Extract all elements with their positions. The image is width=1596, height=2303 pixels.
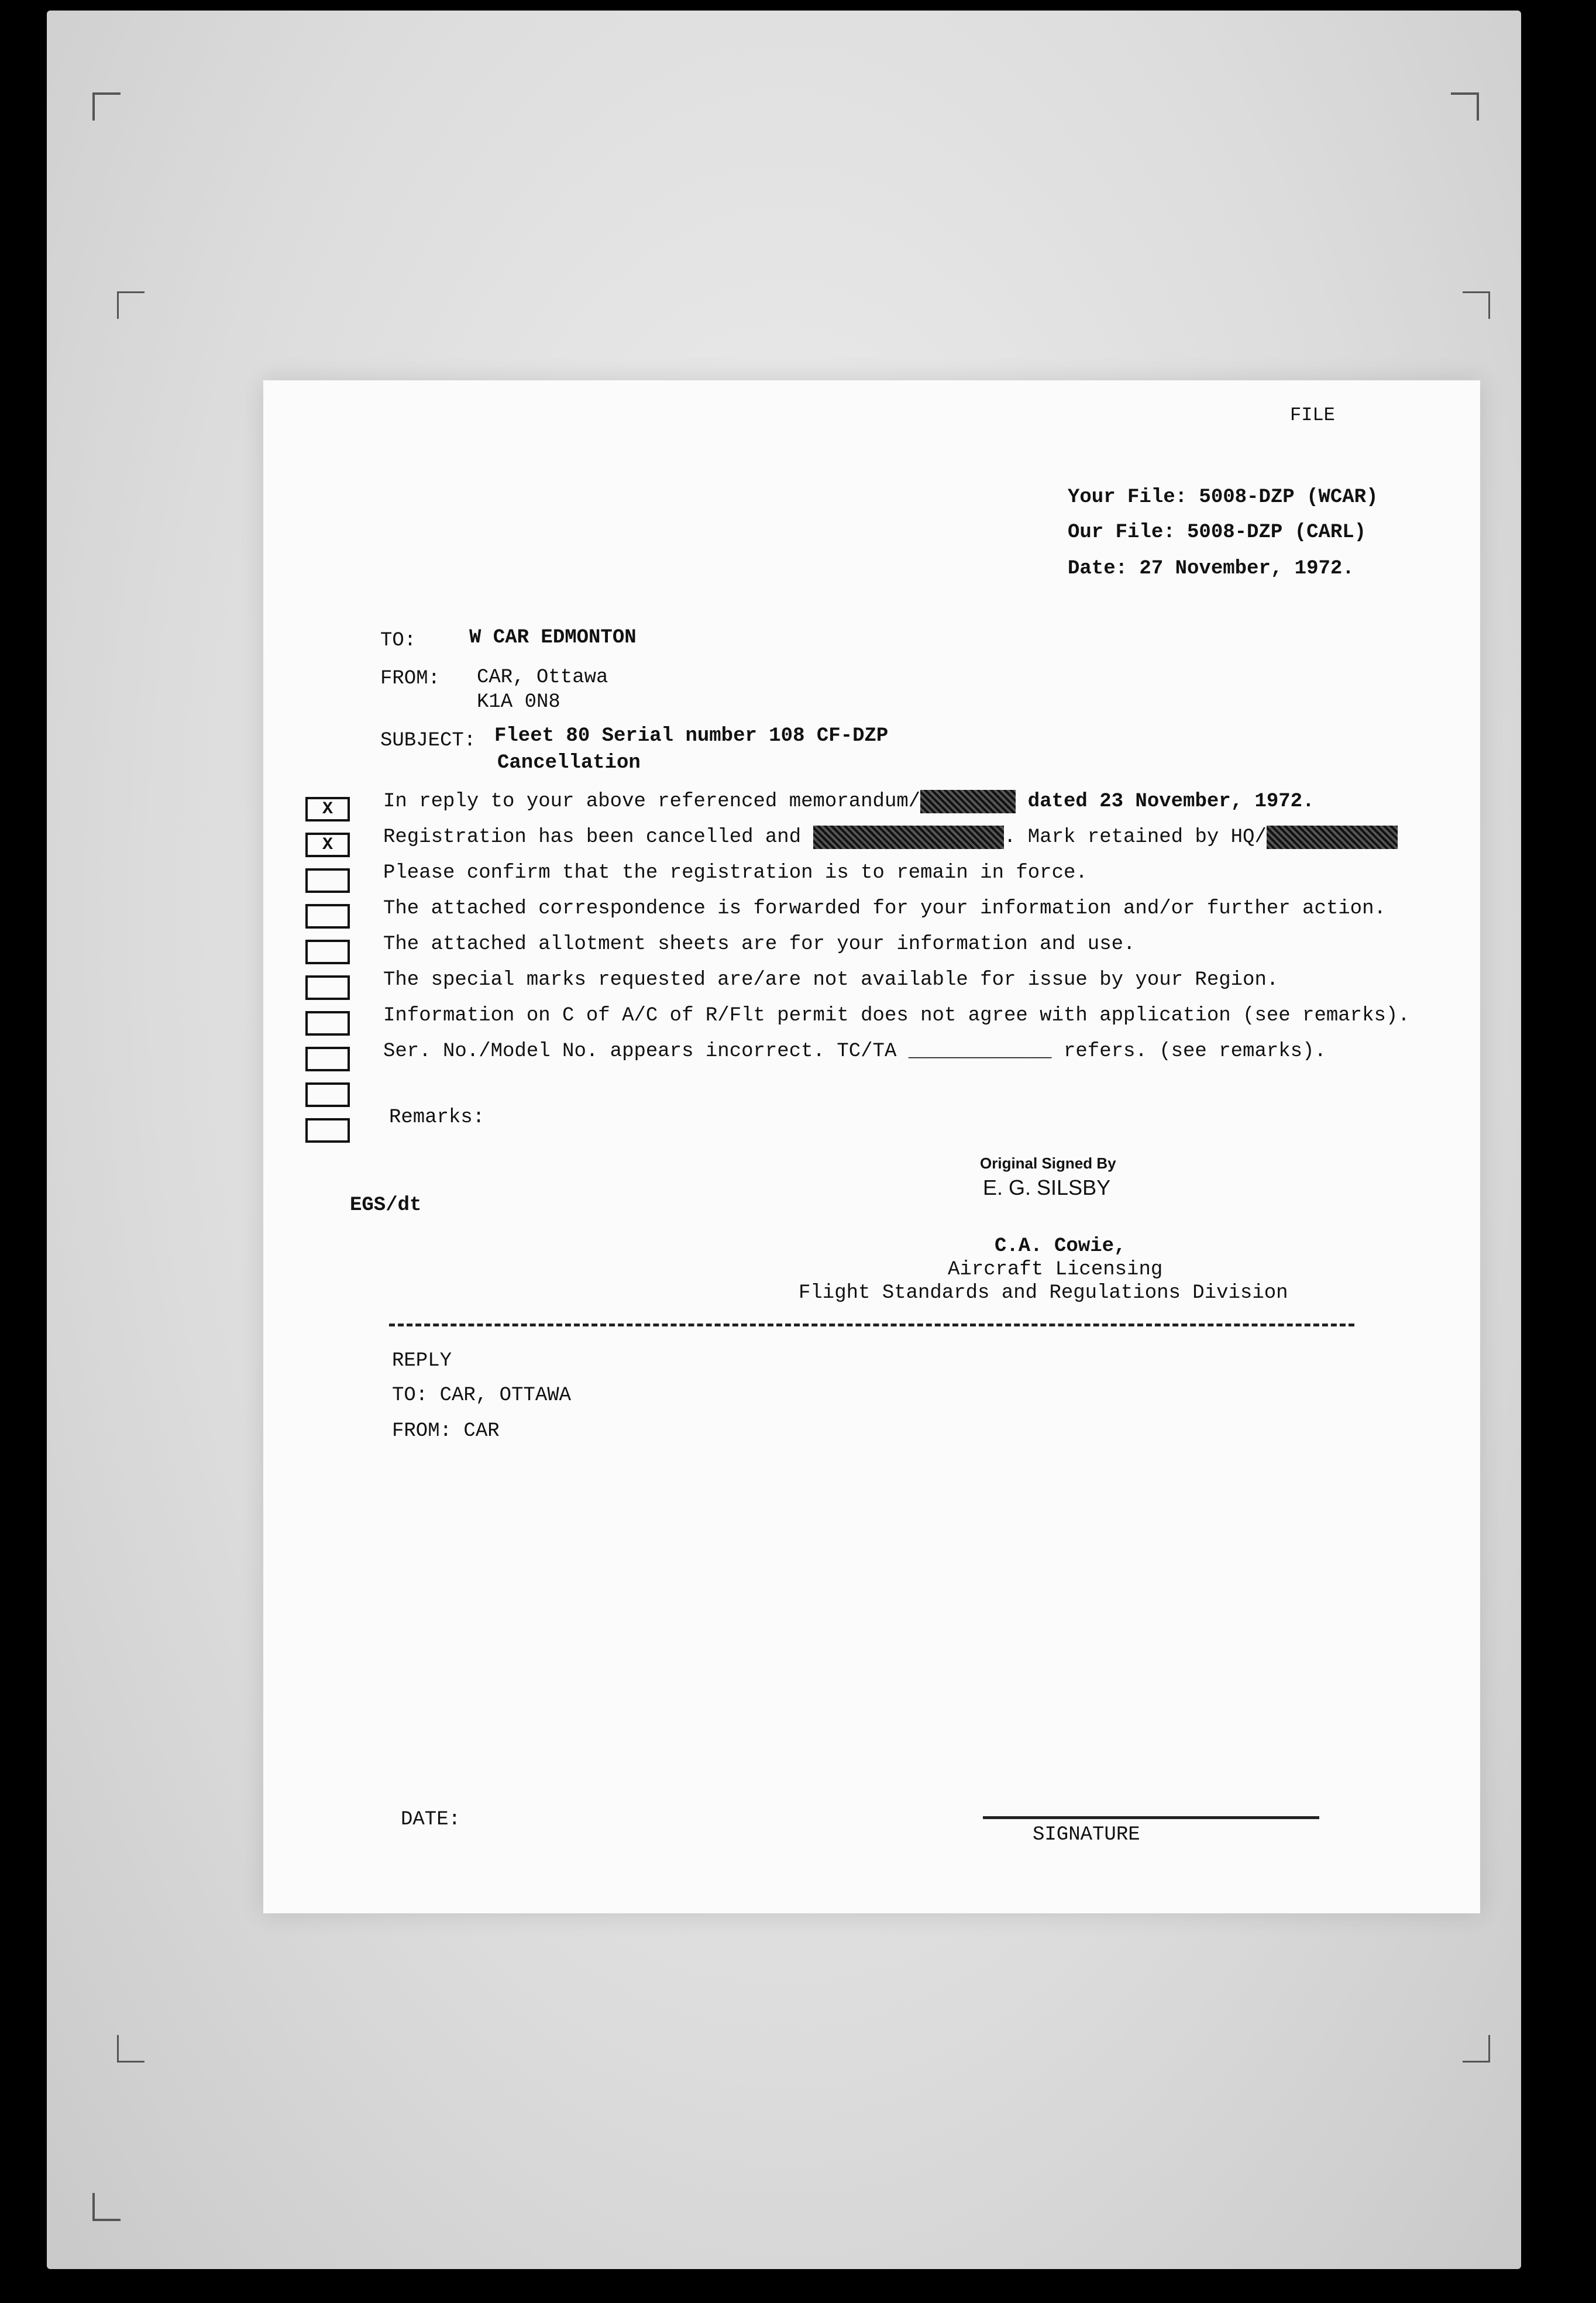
redacted-text <box>1267 826 1398 849</box>
from-value: CAR, Ottawa <box>477 666 608 689</box>
reply-to: TO: CAR, OTTAWA <box>392 1384 572 1407</box>
signatory-title2: Flight Standards and Regulations Division <box>799 1282 1288 1304</box>
checkbox[interactable]: X <box>305 797 350 821</box>
memo-date: Date: 27 November, 1972. <box>1068 558 1354 580</box>
our-file: Our File: 5008-DZP (CARL) <box>1068 521 1367 544</box>
signature-label: SIGNATURE <box>1033 1824 1140 1846</box>
checkbox[interactable] <box>305 1047 350 1071</box>
file-label: FILE <box>1290 404 1335 426</box>
checklist-line-text: In reply to your above referenced memorandum/ <box>383 790 921 813</box>
checklist-line <box>383 933 1135 956</box>
checkbox[interactable] <box>305 1118 350 1143</box>
checklist-line <box>383 1040 1326 1063</box>
checklist-line-text: Registration has been cancelled and <box>383 826 813 848</box>
checklist-line <box>383 861 1088 885</box>
checkbox[interactable] <box>305 1082 350 1107</box>
crop-mark <box>117 291 145 319</box>
remarks-label: Remarks: <box>389 1106 485 1129</box>
checklist-line <box>383 1004 1410 1027</box>
checkbox[interactable] <box>305 1011 350 1036</box>
crop-mark <box>1463 291 1490 319</box>
checklist-line <box>383 826 1398 849</box>
reply-from: FROM: CAR <box>392 1420 500 1442</box>
from-postal: K1A 0N8 <box>477 691 560 713</box>
subject-value: Fleet 80 Serial number 108 CF-DZP <box>494 725 889 747</box>
subject-label: SUBJECT: <box>380 730 476 752</box>
checklist-line-text: Ser. No./Model No. appears incorrect. TC/TA ____________ refers. (see remarks). <box>383 1040 1326 1063</box>
to-label: TO: <box>380 630 417 652</box>
checkbox[interactable] <box>305 975 350 1000</box>
crop-mark <box>92 2193 121 2221</box>
redacted-text <box>920 790 1016 813</box>
checklist-line <box>383 897 1386 920</box>
reply-divider <box>389 1324 1354 1326</box>
crop-mark <box>117 2035 145 2063</box>
initials: EGS/dt <box>350 1194 422 1216</box>
crop-mark <box>1463 2035 1490 2063</box>
reply-label: REPLY <box>392 1350 452 1372</box>
crop-mark <box>92 92 121 121</box>
signed-name: E. G. SILSBY <box>983 1175 1111 1199</box>
checkbox[interactable] <box>305 904 350 929</box>
checklist-line <box>383 790 1314 813</box>
from-label: FROM: <box>380 668 441 690</box>
checkbox[interactable] <box>305 940 350 964</box>
checklist-line-text: The attached allotment sheets are for your information and use. <box>383 933 1136 955</box>
subject-line2: Cancellation <box>497 752 641 774</box>
memo-page <box>263 380 1480 1913</box>
crop-mark <box>1451 92 1479 121</box>
checklist-line-suffix: . Mark retained by HQ/ <box>1003 826 1267 848</box>
date-label: DATE: <box>401 1809 461 1831</box>
signatory-name: C.A. Cowie, <box>995 1235 1126 1257</box>
checkbox[interactable]: X <box>305 833 350 857</box>
checklist-line-text: The special marks requested are/are not available for issue by your Region. <box>383 969 1279 991</box>
checkbox[interactable] <box>305 868 350 893</box>
original-signed-stamp: Original Signed By <box>980 1154 1116 1172</box>
to-value: W CAR EDMONTON <box>469 627 637 649</box>
checklist-line-text: Please confirm that the registration is to remain in force. <box>383 862 1088 884</box>
redacted-text <box>813 826 1004 849</box>
checklist-line-text: The attached correspondence is forwarded for your information and/or further action. <box>383 898 1386 920</box>
signature-line <box>983 1816 1319 1819</box>
checklist-line <box>383 968 1278 992</box>
checklist-line-text: Information on C of A/C of R/Flt permit does not agree with application (see remarks). <box>383 1005 1410 1027</box>
checklist-line-suffix: dated 23 November, 1972. <box>1016 790 1315 813</box>
your-file: Your File: 5008-DZP (WCAR) <box>1068 486 1378 508</box>
signatory-title1: Aircraft Licensing <box>948 1259 1163 1281</box>
